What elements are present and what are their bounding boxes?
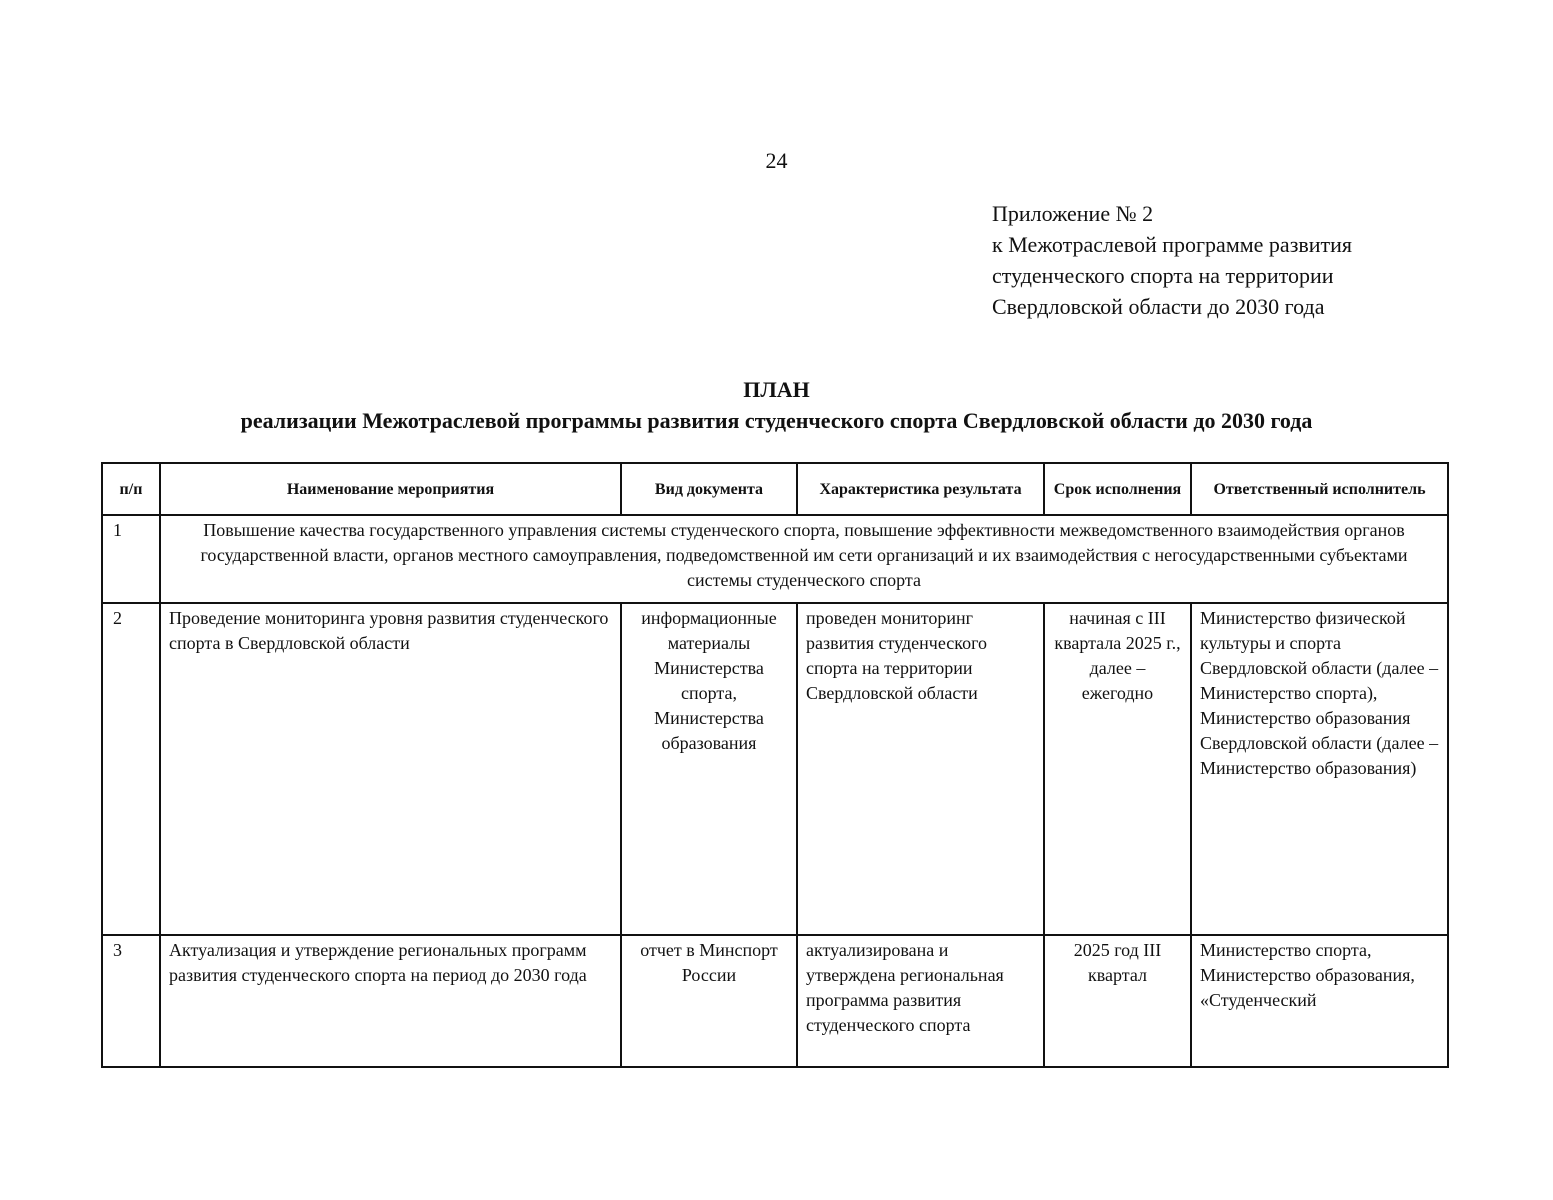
plan-title <box>0 374 1553 436</box>
row-num: 3 <box>102 935 160 1067</box>
appendix-note <box>992 198 1352 322</box>
header-doc-type: Вид документа <box>621 463 797 515</box>
row-doc-type: информационные материалы Министерства спорта, Министерства образования <box>621 603 797 935</box>
row-result: проведен мониторинг развития студенческого спорта на территории Свердловской области <box>797 603 1044 935</box>
header-num: п/п <box>102 463 160 515</box>
plan-title-main: ПЛАН <box>743 377 810 402</box>
table-row <box>102 603 1448 935</box>
row-result: актуализирована и утверждена региональная программа развития студенческого спорта <box>797 935 1044 1067</box>
plan-table <box>101 462 1449 1068</box>
row-deadline: начиная с III квартала 2025 г., далее – ежегодно <box>1044 603 1191 935</box>
header-deadline: Срок исполнения <box>1044 463 1191 515</box>
header-responsible: Ответственный исполнитель <box>1191 463 1448 515</box>
row-responsible: Министерство физической культуры и спорта Свердловской области (далее – Министерство спорта), Министерство образования Свердловской области (далее – Министерство образования) <box>1191 603 1448 935</box>
row-num: 2 <box>102 603 160 935</box>
section-title: Повышение качества государственного управления системы студенческого спорта, повышение эффективности межведомственного взаимодействия органов государственной власти, органов местного самоуправления, подведомственной им сети организаций и их взаимодействия с негосударственными субъектами системы студенческого спорта <box>160 515 1448 603</box>
header-name: Наименование мероприятия <box>160 463 621 515</box>
appendix-line: Свердловской области до 2030 года <box>992 294 1325 319</box>
row-doc-type: отчет в Минспорт России <box>621 935 797 1067</box>
table-header-row <box>102 463 1448 515</box>
table-section-row <box>102 515 1448 603</box>
appendix-line: студенческого спорта на территории <box>992 263 1334 288</box>
appendix-line: к Межотраслевой программе развития <box>992 232 1353 257</box>
row-name: Проведение мониторинга уровня развития студенческого спорта в Свердловской области <box>160 603 621 935</box>
row-responsible: Министерство спорта, Министерство образования, «Студенческий <box>1191 935 1448 1067</box>
row-deadline: 2025 год III квартал <box>1044 935 1191 1067</box>
section-num: 1 <box>102 515 160 603</box>
row-name: Актуализация и утверждение региональных программ развития студенческого спорта на период до 2030 года <box>160 935 621 1067</box>
table-row <box>102 935 1448 1067</box>
appendix-line: Приложение № 2 <box>992 201 1154 226</box>
header-result: Характеристика результата <box>797 463 1044 515</box>
page-number: 24 <box>765 148 788 173</box>
plan-title-subtitle: реализации Межотраслевой программы развития студенческого спорта Свердловской области до 2030 года <box>240 408 1313 433</box>
